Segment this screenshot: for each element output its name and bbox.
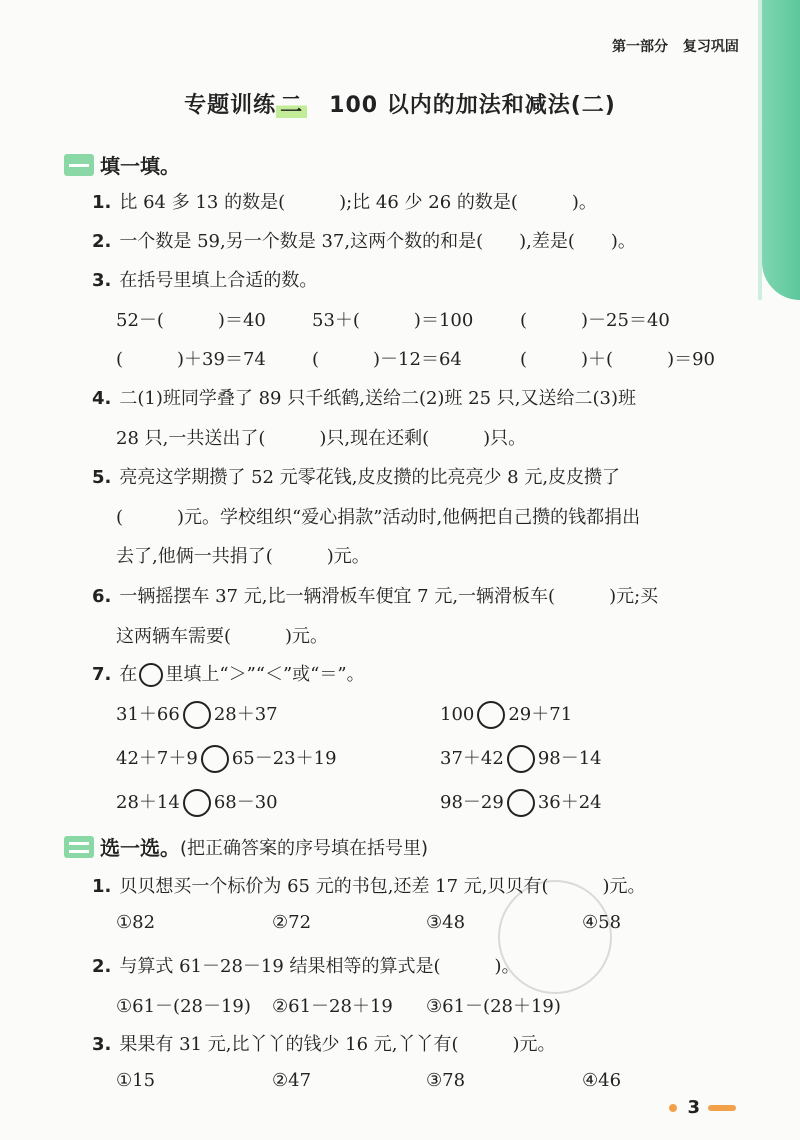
compare-item: 42＋7＋9 65－23＋19	[116, 744, 337, 773]
compare-circle[interactable]	[183, 789, 211, 817]
q6-line1: 一辆摇摆车 37 元,比一辆滑板车便宜 7 元,一辆滑板车( )元;买	[119, 586, 659, 607]
q7-pre: 在	[119, 664, 138, 685]
title-prefix: 专题训练	[184, 93, 277, 118]
question-2: 2. 一个数是 59,另一个数是 37,这两个数的和是( ),差是( )。	[92, 231, 636, 252]
page-number-text: 3	[687, 1097, 700, 1118]
compare-item: 100 29＋71	[440, 700, 572, 729]
section-heading-fill	[64, 150, 180, 179]
q3-item: 53＋( )＝100	[312, 310, 474, 331]
compare-circle[interactable]	[201, 745, 229, 773]
compare-item: 28＋14 68－30	[116, 788, 278, 817]
option[interactable]: ②47	[272, 1070, 312, 1091]
section2-heading: 选一选。	[100, 836, 180, 860]
q3-text: 在括号里填上合适的数。	[119, 270, 318, 291]
section2-note: (把正确答案的序号填在括号里)	[180, 837, 429, 859]
q5-line1: 亮亮这学期攒了 52 元零花钱,皮皮攒的比亮亮少 8 元,皮皮攒了	[119, 467, 621, 488]
question-6: 6. 一辆摇摆车 37 元,比一辆滑板车便宜 7 元,一辆滑板车( )元;买	[92, 586, 659, 607]
option[interactable]: ①82	[116, 912, 156, 933]
q1-text: 比 64 多 13 的数是( );比 46 少 26 的数是( )。	[119, 192, 597, 213]
page-dot-icon	[669, 1104, 677, 1112]
compare-item: 31＋66 28＋37	[116, 700, 278, 729]
q5-line3: 去了,他俩一共捐了( )元。	[116, 546, 370, 567]
compare-circle[interactable]	[507, 745, 535, 773]
question-5: 5. 亮亮这学期攒了 52 元零花钱,皮皮攒的比亮亮少 8 元,皮皮攒了	[92, 467, 621, 488]
q7-post: 里填上“＞”“＜”或“＝”。	[165, 664, 365, 685]
option[interactable]: ③78	[426, 1070, 466, 1091]
option[interactable]: ①61－(28－19)	[116, 996, 251, 1017]
compare-item: 37＋42 98－14	[440, 744, 602, 773]
page-bar-icon	[708, 1105, 736, 1111]
compare-circle[interactable]	[477, 701, 505, 729]
page-title	[0, 88, 800, 119]
q6-line2: 这两辆车需要( )元。	[116, 626, 329, 647]
question-3: 3. 在括号里填上合适的数。	[92, 270, 318, 291]
q3-item: ( )－25＝40	[520, 310, 670, 331]
choice-question-1: 1. 贝贝想买一个标价为 65 元的书包,还差 17 元,贝贝有( )元。	[92, 876, 646, 897]
q2-text: 一个数是 59,另一个数是 37,这两个数的和是( ),差是( )。	[119, 231, 636, 252]
section1-heading: 填一填。	[100, 154, 180, 178]
s2-q2-text: 与算式 61－28－19 结果相等的算式是( )。	[119, 956, 520, 977]
option[interactable]: ①15	[116, 1070, 156, 1091]
circle-blank-icon	[139, 663, 163, 687]
option[interactable]: ③48	[426, 912, 466, 933]
chapter-side-tab	[762, 0, 800, 300]
q3-item: 52－( )＝40	[116, 310, 266, 331]
page-number	[669, 1097, 736, 1118]
section-badge-one	[64, 154, 94, 176]
question-7: 7. 在 里填上“＞”“＜”或“＝”。	[92, 664, 365, 685]
question-1: 1. 比 64 多 13 的数是( );比 46 少 26 的数是( )。	[92, 192, 597, 213]
running-header	[612, 36, 739, 56]
option[interactable]: ③61－(28＋19)	[426, 996, 561, 1017]
q4-line2: 28 只,一共送出了( )只,现在还剩( )只。	[116, 428, 527, 449]
choice-question-3: 3. 果果有 31 元,比丫丫的钱少 16 元,丫丫有( )元。	[92, 1034, 556, 1055]
q3-item: ( )＋( )＝90	[520, 349, 715, 370]
choice-question-2: 2. 与算式 61－28－19 结果相等的算式是( )。	[92, 956, 520, 977]
q5-line2: ( )元。学校组织“爱心捐款”活动时,他俩把自己攒的钱都捐出	[116, 507, 641, 528]
s2-q3-text: 果果有 31 元,比丫丫的钱少 16 元,丫丫有( )元。	[119, 1034, 556, 1055]
option[interactable]: ②72	[272, 912, 312, 933]
option[interactable]: ④58	[582, 912, 622, 933]
q4-line1: 二(1)班同学叠了 89 只千纸鹤,送给二(2)班 25 只,又送给二(3)班	[119, 388, 637, 409]
section-heading-choose	[64, 832, 428, 861]
option[interactable]: ④46	[582, 1070, 622, 1091]
title-number: 二	[276, 93, 307, 118]
option[interactable]: ②61－28＋19	[272, 996, 393, 1017]
compare-item: 98－29 36＋24	[440, 788, 602, 817]
q3-item: ( )－12＝64	[312, 349, 462, 370]
q3-item: ( )＋39＝74	[116, 349, 266, 370]
compare-circle[interactable]	[183, 701, 211, 729]
watermark-stamp	[498, 880, 612, 994]
s2-q1-text: 贝贝想买一个标价为 65 元的书包,还差 17 元,贝贝有( )元。	[119, 876, 646, 897]
title-text: 100 以内的加法和减法(二)	[329, 93, 616, 118]
compare-circle[interactable]	[507, 789, 535, 817]
header-topic: 复习巩固	[682, 39, 739, 55]
question-4: 4. 二(1)班同学叠了 89 只千纸鹤,送给二(2)班 25 只,又送给二(3)班	[92, 388, 637, 409]
section-badge-two	[64, 836, 94, 858]
header-part: 第一部分	[612, 39, 668, 55]
